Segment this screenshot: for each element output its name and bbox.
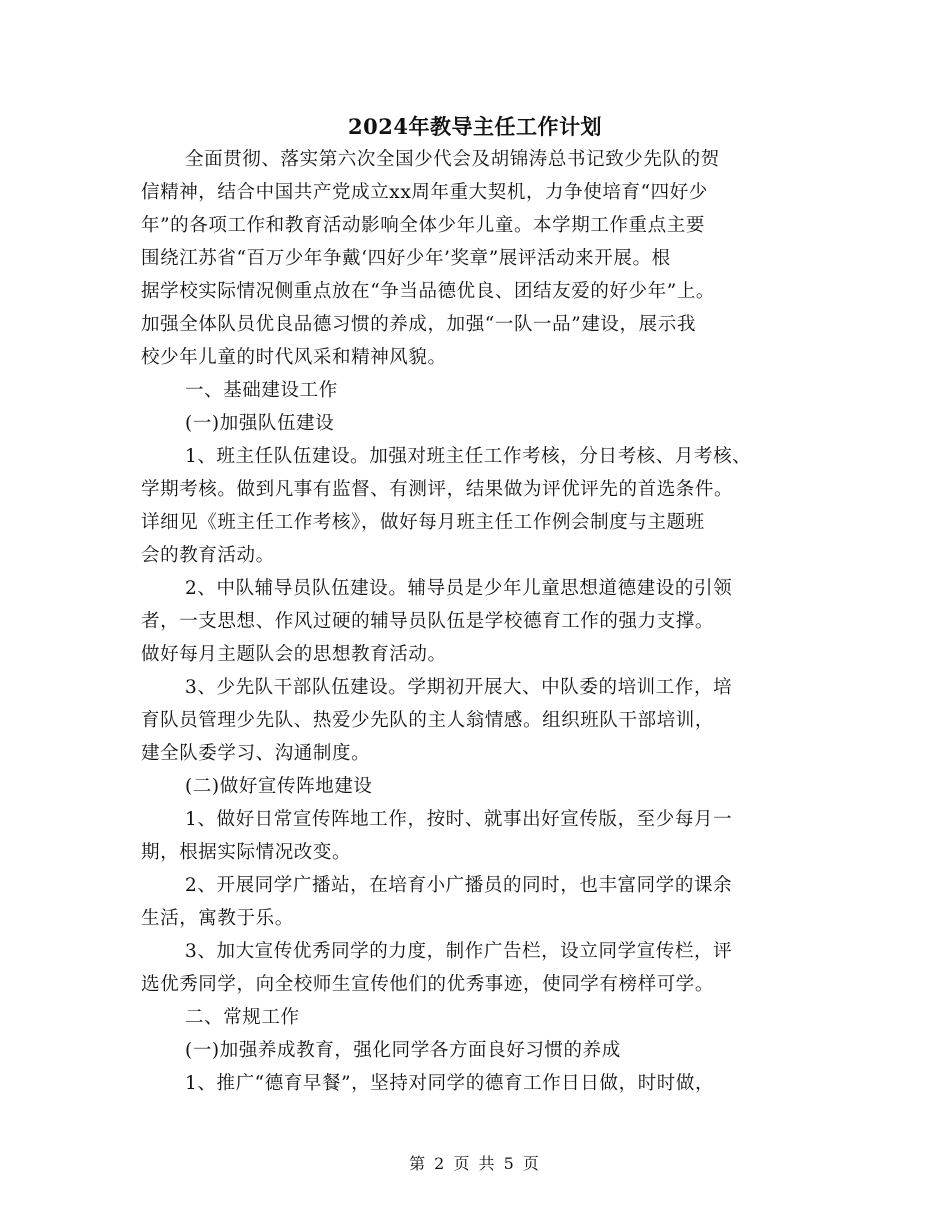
body-line-15: 3、少先队干部队伍建设。学期初开展大、中队委的培训工作，培 xyxy=(185,677,733,698)
page-footer: 第 2 页 共 5 页 xyxy=(409,1154,541,1173)
body-line-17: 建全队委学习、沟通制度。 xyxy=(141,743,371,764)
subsection-heading-1: (一)加强队伍建设 xyxy=(185,413,335,434)
section-heading-1: 一、基础建设工作 xyxy=(185,380,338,401)
body-line-5: 据学校实际情况侧重点放在“争当品德优良、团结友爱的好少年”上。 xyxy=(141,281,716,302)
body-line-3: 年”的各项工作和教育活动影响全体少年儿童。本学期工作重点主要 xyxy=(141,215,705,236)
body-line-21: 生活，寓教于乐。 xyxy=(141,908,294,929)
body-line-16: 育队员管理少先队、热爱少先队的主人翁情感。组织班队干部培训， xyxy=(141,710,715,731)
body-line-6: 加强全体队员优良品德习惯的养成，加强“一队一品”建设，展示我 xyxy=(141,314,696,335)
body-line-2: 信精神，结合中国共产党成立xx周年重大契机，力争使培育“四好少 xyxy=(141,182,708,203)
subsection-heading-2: (二)做好宣传阵地建设 xyxy=(185,776,373,797)
body-line-23: 选优秀同学，向全校师生宣传他们的优秀事迹，使同学有榜样可学。 xyxy=(141,974,715,995)
body-line-8: 1、班主任队伍建设。加强对班主任工作考核，分日考核、月考核、 xyxy=(185,446,752,467)
body-line-11: 会的教育活动。 xyxy=(141,545,275,566)
body-line-14: 做好每月主题队会的思想教育活动。 xyxy=(141,644,447,665)
body-line-9: 学期考核。做到凡事有监督、有测评，结果做为评优评先的首选条件。 xyxy=(141,479,734,500)
body-line-4: 围绕江苏省“百万少年争戴‘四好少年’奖章”展评活动来开展。根 xyxy=(141,248,671,269)
body-line-22: 3、加大宣传优秀同学的力度，制作广告栏，设立同学宣传栏，评 xyxy=(185,941,733,962)
body-line-1: 全面贯彻、落实第六次全国少代会及胡锦涛总书记致少先队的贺 xyxy=(185,149,720,170)
body-line-7: 校少年儿童的时代风采和精神风貌。 xyxy=(141,347,447,368)
body-line-10: 详细见《班主任工作考核》，做好每月班主任工作例会制度与主题班 xyxy=(141,512,705,533)
body-line-18: 1、做好日常宣传阵地工作，按时、就事出好宣传版，至少每月一 xyxy=(185,809,733,830)
body-line-12: 2、中队辅导员队伍建设。辅导员是少年儿童思想道德建设的引领 xyxy=(185,578,733,599)
body-line-19: 期，根据实际情况改变。 xyxy=(141,842,352,863)
body-line-13: 者，一支思想、作风过硬的辅导员队伍是学校德育工作的强力支撑。 xyxy=(141,611,715,632)
body-line-24: 1、推广“德育早餐”，坚持对同学的德育工作日日做，时时做， xyxy=(185,1073,715,1094)
body-line-20: 2、开展同学广播站，在培育小广播员的同时，也丰富同学的课余 xyxy=(185,875,733,896)
section-heading-2: 二、常规工作 xyxy=(185,1007,300,1028)
document-title: 2024年教导主任工作计划 xyxy=(348,114,602,139)
subsection-heading-3: (一)加强养成教育，强化同学各方面良好习惯的养成 xyxy=(185,1040,621,1061)
